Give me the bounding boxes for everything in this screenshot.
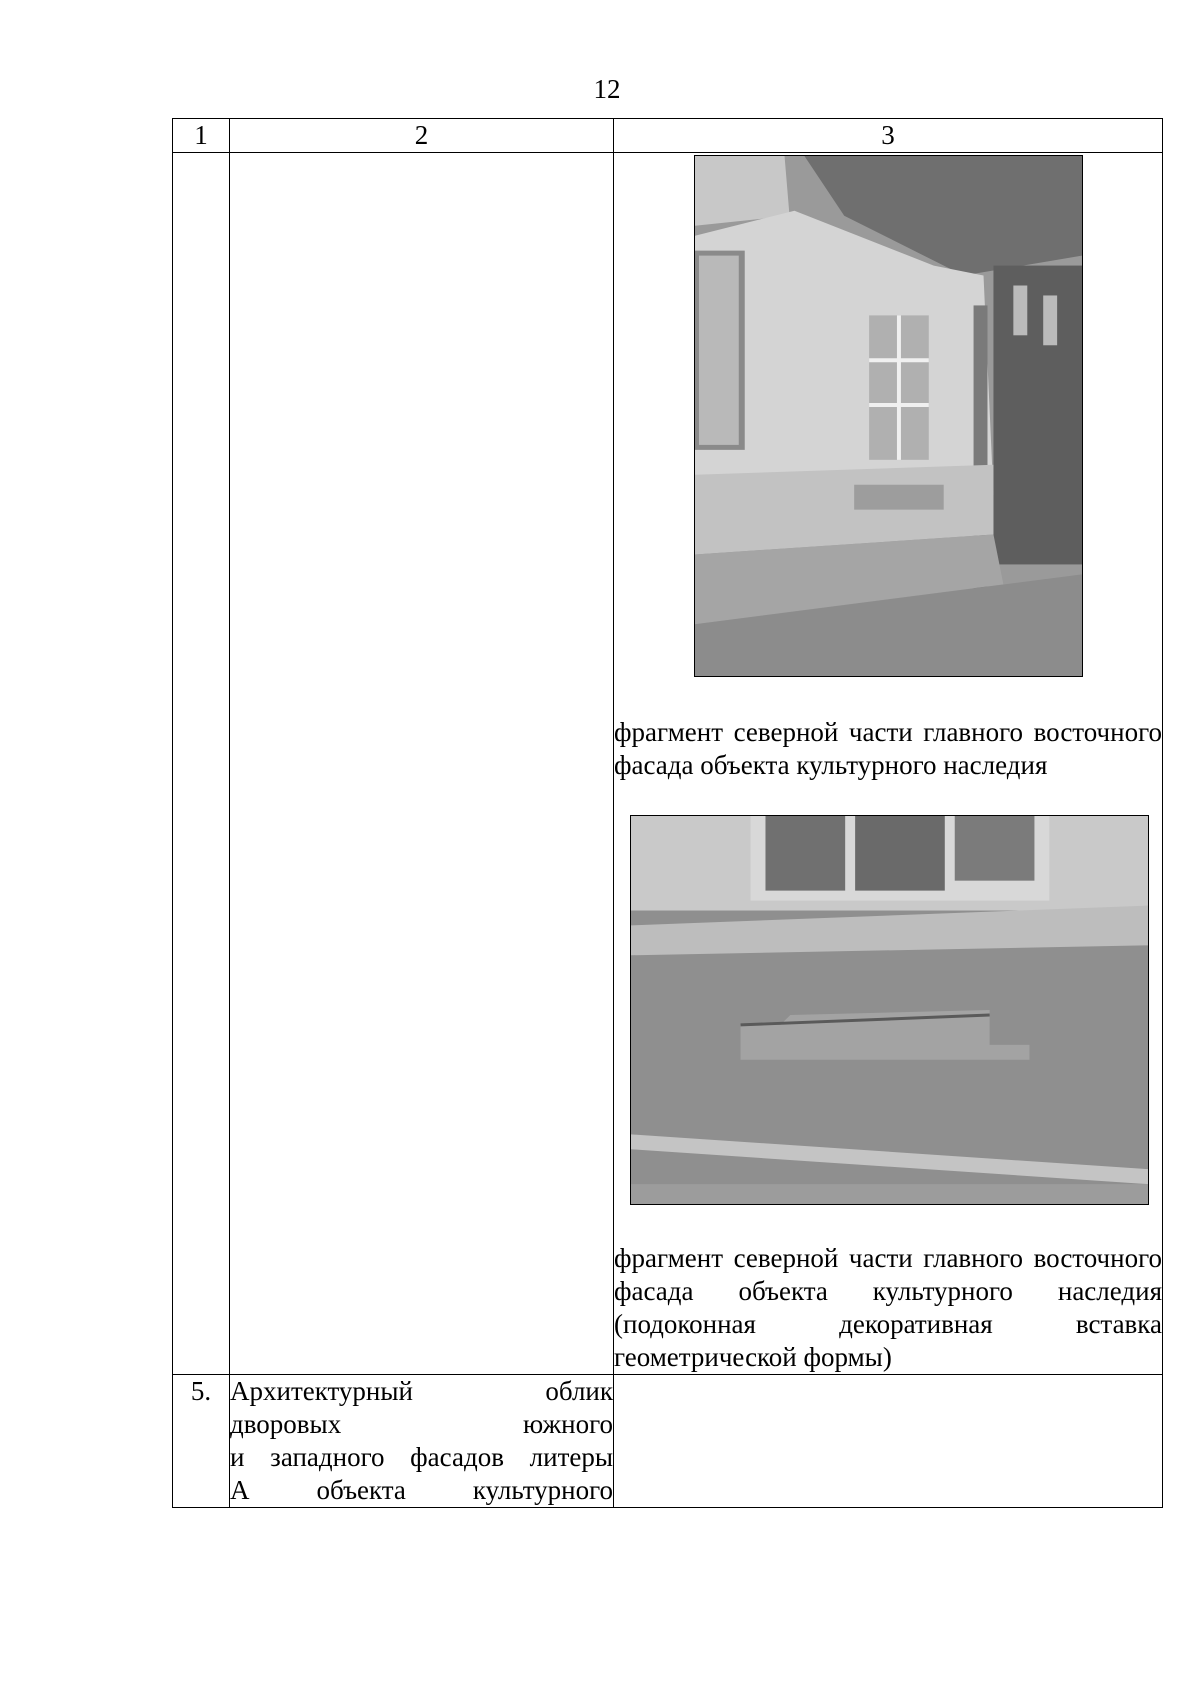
header-col-1: 1 [173, 119, 230, 153]
row-5-line-3: и западного фасадов литеры [230, 1442, 613, 1472]
row-number-cell [173, 153, 230, 1375]
building-facade-photo [694, 155, 1083, 677]
window-sill-photo [630, 815, 1149, 1205]
row-5-line-4: А объекта культурного [230, 1475, 613, 1505]
header-col-2: 2 [230, 119, 614, 153]
row-5-description [230, 1375, 614, 1508]
window-sill-photo-image [631, 816, 1148, 1204]
heritage-table [172, 118, 1163, 1508]
photo-caption-2: фрагмент северной части главного восточного фасада объекта культурного наследия (подоконная декоративная вставка геометрической формы) [614, 1243, 1162, 1372]
table-header-row [173, 119, 1163, 153]
row-number-5: 5. [173, 1375, 230, 1508]
description-cell [230, 153, 614, 1375]
table-row [173, 153, 1163, 1375]
table-row [173, 1375, 1163, 1508]
page-number: 12 [593, 74, 621, 104]
photo-caption-1: фрагмент северной части главного восточного фасада объекта культурного наследия [614, 717, 1162, 780]
row-5-line-1: Архитектурный облик [230, 1376, 613, 1406]
row-5-line-2: дворовых южного [230, 1409, 613, 1439]
header-col-3: 3 [614, 119, 1163, 153]
row-5-photo-cell [614, 1375, 1163, 1508]
photo-cell [614, 153, 1163, 1375]
building-facade-photo-image [695, 156, 1082, 676]
